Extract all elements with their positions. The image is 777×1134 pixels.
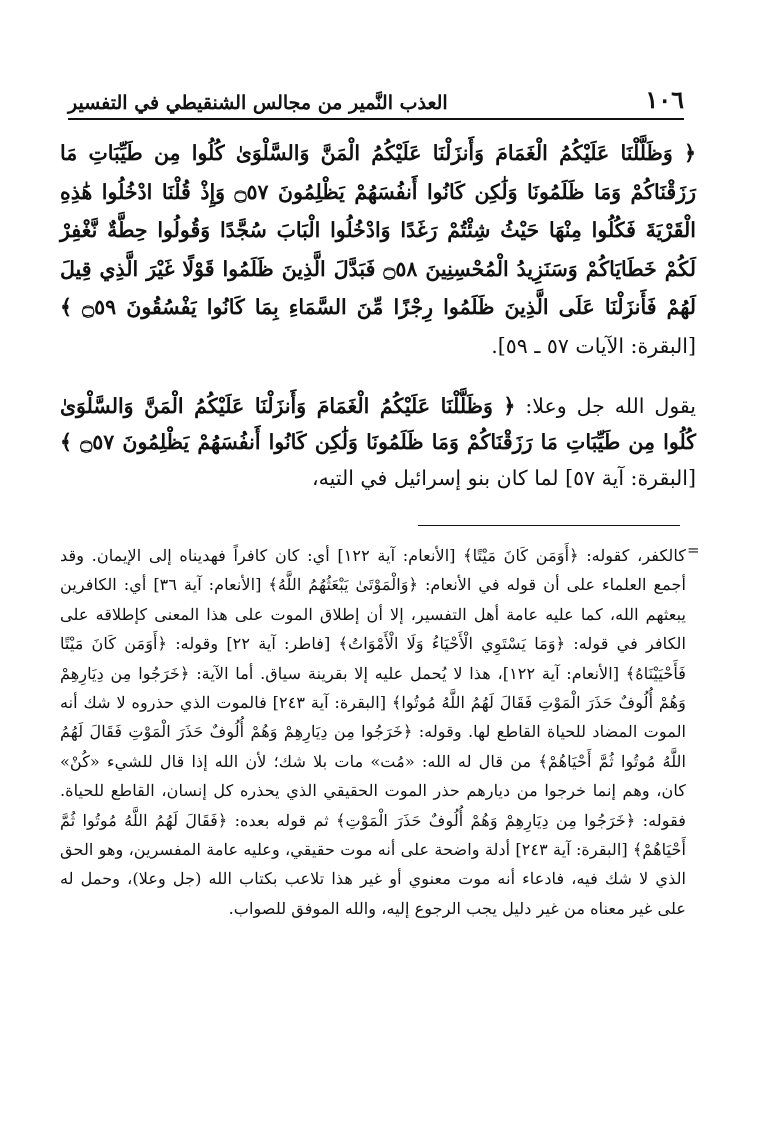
quran-quote: ﴿ وَظَلَّلْنَا عَلَيْكُمُ الْغَمَامَ وَأَنزَلْنَا عَلَيْكُمُ الْمَنَّ وَالسَّلْوَىٰ كُلُوا مِن طَيِّبَاتِ مَا رَزَقْنَاكُمْ وَمَا ظَلَمُونَا وَلَٰكِن كَانُوا أَنفُسَهُمْ يَظْلِمُونَ ۝٥٧ ﴾	[60, 394, 697, 454]
footnote-block	[60, 541, 686, 923]
commentary-intro: يقول الله جل وعلا:	[515, 394, 696, 418]
commentary-text	[60, 388, 696, 496]
running-title: العذب النَّمير من مجالس الشنقيطي في التفسير	[68, 92, 448, 114]
commentary-continuation: [البقرة: آية ٥٧] لما كان بنو إسرائيل في التيه،	[311, 466, 696, 490]
footnote-divider	[418, 525, 680, 526]
footnote-continuation-marker: =	[687, 541, 700, 559]
page-number: ١٠٦	[645, 85, 684, 114]
quran-text: ﴿ وَظَلَّلْنَا عَلَيْكُمُ الْغَمَامَ وَأَنزَلْنَا عَلَيْكُمُ الْمَنَّ وَالسَّلْوَىٰ كُلُوا مِن طَيِّبَاتِ مَا رَزَقْنَاكُمْ وَمَا ظَلَمُونَا وَلَٰكِن كَانُوا أَنفُسَهُمْ يَظْلِمُونَ ۝٥٧ وَإِذْ قُلْنَا ادْخُلُوا هَٰذِهِ الْقَرْيَةَ فَكُلُوا مِنْهَا حَيْثُ شِئْتُمْ رَغَدًا وَادْخُلُوا الْبَابَ سُجَّدًا وَقُولُوا حِطَّةٌ نَّغْفِرْ لَكُمْ خَطَايَاكُمْ وَسَنَزِيدُ الْمُحْسِنِينَ ۝٥٨ فَبَدَّلَ الَّذِينَ ظَلَمُوا قَوْلًا غَيْرَ الَّذِي قِيلَ لَهُمْ فَأَنزَلْنَا عَلَى الَّذِينَ ظَلَمُوا رِجْزًا مِّنَ السَّمَاءِ بِمَا كَانُوا يَفْسُقُونَ ۝٥٩ ﴾	[60, 141, 696, 319]
commentary-paragraph	[60, 388, 696, 496]
verse-paragraph	[60, 134, 696, 365]
verse-reference: [البقرة: الآيات ٥٧ ـ ٥٩].	[491, 333, 696, 358]
footnote-text: كالكفر، كقوله: ﴿أَوَمَن كَانَ مَيْتًا﴾ [الأنعام: آية ١٢٢] أي: كان كافراً فهديناه إلى الإيمان. وقد أجمع العلماء على أن قوله في الأنعام: ﴿وَالْمَوْتَىٰ يَبْعَثُهُمُ اللَّهُ﴾ [الأنعام: آية ٣٦] أي: الكافرين يبعثهم الله، كما عليه عامة أهل التفسير، إلا أن إطلاق الموت على هذا المعنى كإطلاقه على الكافر في قوله: ﴿وَمَا يَسْتَوِي الْأَحْيَاءُ وَلَا الْأَمْوَاتُ﴾ [فاطر: آية ٢٢] وقوله: ﴿أَوَمَن كَانَ مَيْتًا فَأَحْيَيْنَاهُ﴾ [الأنعام: آية ١٢٢]، هذا لا يُحمل عليه إلا بقرينة سياق. أما الآية: ﴿خَرَجُوا مِن دِيَارِهِمْ وَهُمْ أُلُوفٌ حَذَرَ الْمَوْتِ فَقَالَ لَهُمُ اللَّهُ مُوتُوا﴾ [البقرة: آية ٢٤٣] فالموت الذي حذروه لا شك أنه الموت المضاد للحياة القاطع لها. وقوله: ﴿خَرَجُوا مِن دِيَارِهِمْ وَهُمْ أُلُوفٌ حَذَرَ الْمَوْتِ فَقَالَ لَهُمُ اللَّهُ مُوتُوا ثُمَّ أَحْيَاهُمْ﴾ من قال له الله: «مُت» مات بلا شك؛ لأن الله إذا قال للشيء «كُنْ» كان، وهم إنما خرجوا من ديارهم حذر الموت الحقيقي الذي يحذره كل إنسان، القاطع للحياة. فقوله: ﴿خَرَجُوا مِن دِيَارِهِمْ وَهُمْ أُلُوفٌ حَذَرَ الْمَوْتِ﴾ ثم قوله بعده: ﴿فَقَالَ لَهُمُ اللَّهُ مُوتُوا ثُمَّ أَحْيَاهُمْ﴾ [البقرة: آية ٢٤٣] أدلة واضحة على أنه موت حقيقي، وعليه عامة المفسرين، وهو الحق الذي لا شك فيه، فادعاء أنه موت معنوي أو غير هذا تلاعب بكتاب الله (جل وعلا)، وحمل له على غير معناه من غير دليل يجب الرجوع إليه، والله الموفق للصواب.	[60, 546, 686, 918]
quran-verse-block	[60, 134, 696, 365]
page-header	[68, 84, 684, 120]
